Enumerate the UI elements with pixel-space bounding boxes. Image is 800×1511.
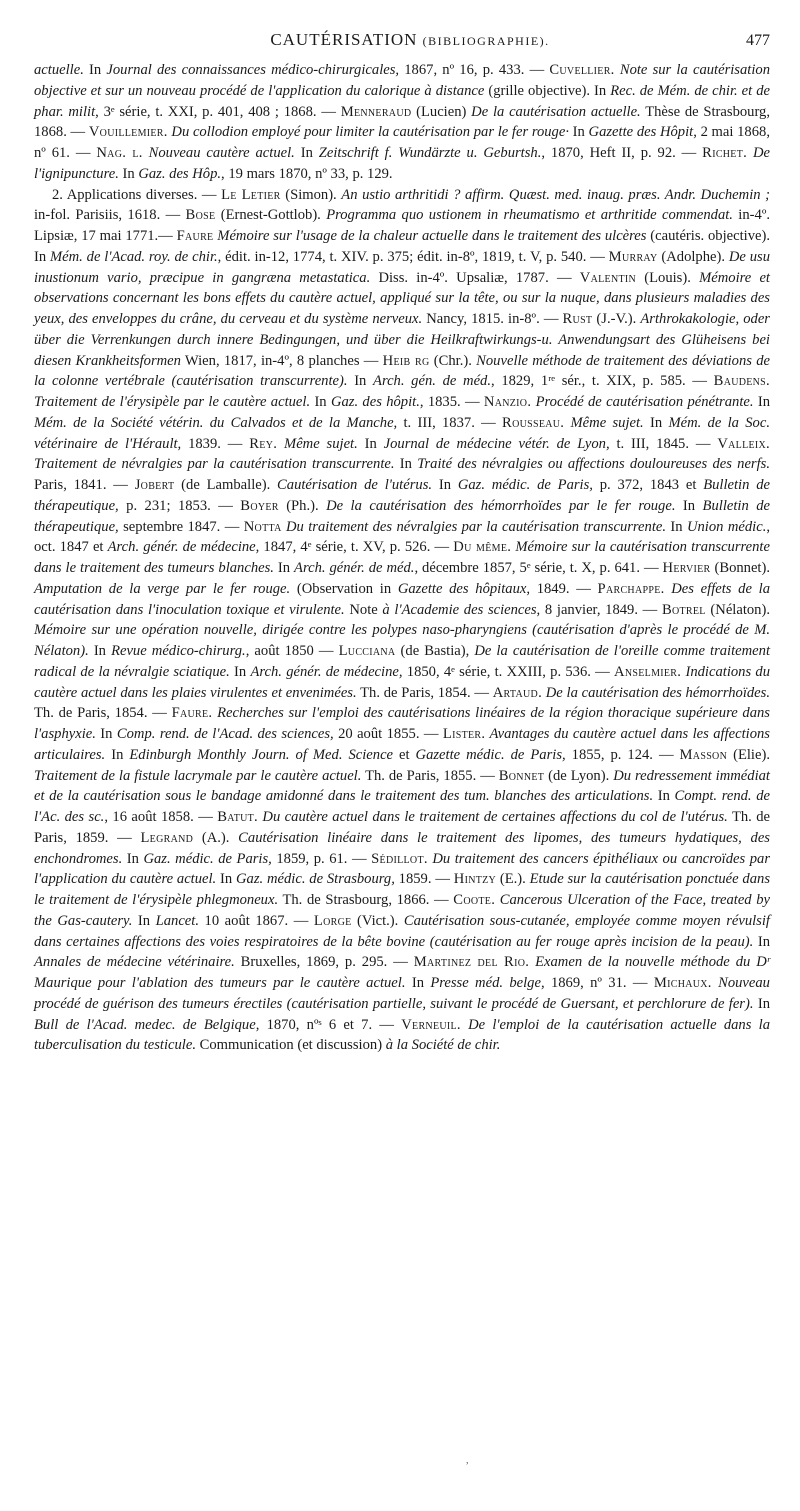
work-title: à la Société de chir. bbox=[385, 1037, 501, 1054]
citation-text: (Adolphe). bbox=[657, 248, 729, 265]
work-title: Avantages du cautère actuel dans les affections articulaires. bbox=[34, 726, 770, 763]
author-name: Cuvellier. bbox=[549, 62, 615, 78]
citation-text: In bbox=[666, 518, 687, 535]
work-title: Même sujet. bbox=[277, 435, 358, 452]
work-title: Comp. rend. de l'Acad. des sciences, bbox=[116, 726, 334, 742]
work-title: Rec. de Mém. de chir. et de phar. milit bbox=[34, 82, 770, 120]
citation-text: (Observation in bbox=[290, 580, 398, 597]
citation-text: (de Lamballe). bbox=[174, 477, 278, 493]
citation-text: Paris, 1841. — bbox=[34, 477, 135, 493]
citation-text: in-4º. Lipsiæ, 17 mai 1771.— bbox=[34, 207, 770, 244]
author-name: Anselmier. bbox=[614, 663, 682, 680]
work-title: Traité des névralgies ou affections douloureuses des nerfs. bbox=[417, 456, 770, 473]
work-title: Des effets de la cautérisation dans l'inoculation toxique et virulente. bbox=[34, 580, 770, 618]
citation-text: 1870, nºˢ 6 et 7. — bbox=[259, 1016, 402, 1033]
author-name: Faure. bbox=[171, 705, 213, 722]
citation-text: 1867, nº 16, p. 433. — bbox=[399, 62, 550, 78]
citation-text: 2. Applications diverses. — bbox=[52, 186, 222, 203]
author-name: Murray bbox=[608, 248, 658, 265]
citation-text: In bbox=[753, 933, 770, 950]
work-title: Mémoire sur la cautérisation transcurrente dans le traitement des tumeurs blanches. bbox=[34, 539, 770, 576]
work-title: Gazette des Hôpit bbox=[588, 124, 694, 141]
citation-text: Diss. in-4º. Upsaliæ, 1787. — bbox=[370, 269, 580, 286]
work-title: Nouvelle méthode de traitement des déviations de la colonne vertébrale (cautérisation transcurrente). bbox=[34, 352, 770, 390]
work-title: Procédé de cautérisation pénétrante. bbox=[531, 394, 754, 410]
work-title: De la cautérisation de l'oreille comme traitement radical de la névralgie sciatique. bbox=[34, 643, 771, 680]
citation-text: (Elie). bbox=[727, 746, 770, 763]
citation-text: In bbox=[294, 145, 319, 161]
page-number: 477 bbox=[746, 32, 770, 49]
author-name: Le Letier bbox=[221, 186, 281, 203]
work-title: Journal des connaissances médico-chirurgicales, bbox=[106, 62, 400, 78]
citation-text: p. 372, 1843 et bbox=[592, 477, 704, 493]
work-title: Cautérisation linéaire dans le traitement des lipomes, des tumeurs hydatiques, des enchondromes. bbox=[34, 829, 770, 867]
author-name: Legrand bbox=[140, 829, 194, 846]
work-title: Zeitschrift f. Wundärzte u. Geburtsh. bbox=[318, 145, 542, 161]
bibliography-body bbox=[34, 60, 770, 1056]
citation-text: (Vict.). bbox=[351, 912, 404, 929]
author-name: Heib rg bbox=[382, 352, 430, 369]
citation-text: In bbox=[394, 456, 418, 473]
work-title: Examen de la nouvelle méthode du Dʳ Maurique pour l'ablation des tumeurs par le cautère actuel. bbox=[34, 954, 770, 991]
citation-text: Nancy, 1815. in-8º. — bbox=[422, 311, 563, 327]
citation-text: Thèse de Strasbourg, 1868. — bbox=[34, 103, 770, 141]
work-title: Nouveau cautère actuel. bbox=[142, 145, 295, 161]
author-name: Artaud. bbox=[492, 684, 543, 701]
work-title: Gazette médic. de Paris, bbox=[415, 746, 566, 763]
citation-text: Th. de Paris, 1854. — bbox=[34, 705, 172, 722]
work-title: à l'Academie des sciences, bbox=[382, 601, 541, 618]
running-title bbox=[74, 30, 746, 50]
author-name: Rey. bbox=[249, 435, 278, 452]
citation-text: , édit. in-12, 1774, t. XIV. p. 375; édit. in-8º, 1819, t. V, p. 540. — bbox=[217, 248, 609, 265]
work-title: Arch. génér. de médecine, bbox=[107, 539, 260, 556]
work-title: Amputation de la verge par le fer rouge. bbox=[34, 580, 291, 597]
citation-text: In bbox=[643, 414, 669, 431]
citation-text: Th. de Paris, 1859. — bbox=[34, 809, 771, 846]
work-title: Mémoire sur l'usage de la chaleur actuelle dans le traitement des ulcères bbox=[213, 228, 647, 244]
author-name: Faure bbox=[176, 228, 214, 244]
citation-text: 1839. — bbox=[181, 435, 250, 452]
citation-text: (Bonnet). bbox=[710, 560, 770, 576]
work-title: Edinburgh Monthly Journ. of Med. Science bbox=[129, 746, 394, 763]
citation-text: In bbox=[753, 995, 770, 1012]
work-title: Arthrokakologie, oder über die Verrenkungen durch innere Bedingungen, und über die Heilkraftwirkungs-u. Anwendungsart des Glüheisens bei diesen Krankheitsformen bbox=[34, 311, 770, 369]
citation-text: Communication (et discussion) bbox=[196, 1037, 386, 1054]
citation-text: 1850, 4ᵉ série, t. XXIII, p. 536. — bbox=[402, 663, 615, 680]
work-title: Bull de l'Acad. medec. de Belgique, bbox=[34, 1016, 260, 1033]
author-name: Richet. bbox=[702, 145, 748, 161]
citation-text: In bbox=[675, 497, 703, 514]
work-title: Traitement de l'érysipèle par le cautère actuel. bbox=[34, 394, 311, 410]
work-title: Arch. gén. de méd. bbox=[373, 373, 491, 390]
author-name: Menneraud bbox=[340, 103, 412, 120]
bibliography-paragraph bbox=[34, 60, 770, 185]
work-title: Mémoire sur une opération nouvelle, dirigée contre les polypes naso-pharyngiens (cautérisation d'après le procédé de M. Nélaton). bbox=[34, 622, 770, 659]
author-name: Bonnet bbox=[498, 767, 545, 784]
work-title: Journal de médecine vétér. de Lyon, bbox=[383, 435, 610, 452]
citation-text: 1869, nº 31. — bbox=[544, 975, 654, 991]
work-title: Bulletin de thérapeutique, bbox=[34, 477, 770, 514]
work-title: Gaz. médic. de Paris, bbox=[143, 850, 272, 867]
citation-text: In bbox=[432, 477, 458, 493]
citation-text: , 1870, Heft II, p. 92. — bbox=[541, 145, 703, 161]
citation-text: In bbox=[132, 912, 156, 929]
citation-text: (A.). bbox=[193, 829, 239, 846]
author-name: Notta bbox=[243, 518, 282, 535]
work-title: Nouveau procédé de guérison des tumeurs érectiles (cautérisation partielle, suivant le procédé de Guersant, et perchlorure de fer). bbox=[34, 975, 770, 1012]
work-title: Indications du cautère actuel dans les plaies virulentes et envenimées. bbox=[34, 663, 770, 701]
work-title: De l'emploi de la cautérisation actuelle dans la tuberculisation du testicule. bbox=[34, 1016, 770, 1054]
work-title: Mém. de la Soc. vétérinaire de l'Hérault, bbox=[34, 414, 770, 452]
citation-text: , 1829, 1ʳᵉ sér., t. XIX, p. 585. — bbox=[491, 373, 714, 390]
work-title: Programma quo ustionem in rheumatismo et arthritide commendat. bbox=[326, 207, 733, 224]
work-title: Gaz. médic. de Paris, bbox=[457, 477, 593, 493]
work-title: Annales de médecine vétérinaire. bbox=[34, 954, 235, 971]
work-title: actuelle. bbox=[34, 62, 84, 78]
citation-text: In bbox=[229, 663, 251, 680]
author-name: Lucciana bbox=[338, 643, 396, 659]
citation-text: (Lucien) bbox=[411, 103, 472, 120]
work-title: Cautérisation de l'utérus. bbox=[277, 477, 433, 493]
work-title: Gaz. des hôpit. bbox=[330, 394, 420, 410]
work-title: Cautérisation sous-cutanée, employée comme moyen révulsif dans certaines affections des voies respiratoires de la bête bovine (cautérisation au fer rouge après incision de la peau). bbox=[34, 912, 770, 950]
author-name: Du même. bbox=[453, 539, 512, 556]
citation-text: In bbox=[105, 746, 130, 763]
citation-text: , 1835. — bbox=[419, 394, 484, 410]
work-title: Presse méd. belge, bbox=[430, 975, 545, 991]
work-title: De la cautérisation des hémorrhoïdes. bbox=[542, 684, 770, 701]
citation-text: , août 1850 — bbox=[245, 643, 339, 659]
citation-text: (Ernest-Gottlob). bbox=[215, 207, 327, 224]
work-title: Du traitement des névralgies par la cautérisation transcurrente. bbox=[281, 518, 667, 535]
work-title: Même sujet. bbox=[564, 414, 644, 431]
author-name: Hintzy bbox=[453, 871, 497, 888]
work-title: De l'ignipuncture. bbox=[34, 145, 770, 182]
work-title: Gaz. médic. de Strasbourg, bbox=[236, 871, 395, 888]
running-title-sub: (BIBLIOGRAPHIE). bbox=[422, 34, 550, 48]
citation-text: (J.-V.). bbox=[592, 311, 641, 327]
running-title-main: CAUTÉRISATION bbox=[270, 30, 418, 49]
work-title: Etude sur la cautérisation ponctuée dans le traitement de l'érysipèle phlegmoneux. bbox=[34, 871, 771, 908]
author-name: Botrel bbox=[661, 601, 706, 618]
print-mark: , bbox=[466, 1455, 469, 1466]
citation-text: (Nélaton). bbox=[705, 601, 770, 618]
citation-text: septembre 1847. — bbox=[118, 518, 244, 535]
citation-text: In bbox=[310, 394, 331, 410]
citation-text: (de Bastia), bbox=[395, 643, 475, 659]
work-title: De la cautérisation actuelle. bbox=[471, 103, 641, 120]
citation-text: (Simon). bbox=[280, 186, 342, 203]
work-title: Du redressement immédiat et de la cautérisation sous le bandage amidonné dans le traitement des tum. blanches des articulations. bbox=[34, 767, 770, 805]
citation-text: 1849. — bbox=[530, 580, 598, 597]
author-name: Masson bbox=[679, 746, 728, 763]
work-title: Du collodion employé pour limiter la cautérisation par le fer rouge· bbox=[167, 124, 569, 141]
work-title: Revue médico-chirurg. bbox=[111, 643, 246, 659]
citation-text: in-fol. Parisiis, 1618. — bbox=[34, 207, 186, 224]
citation-text: In bbox=[216, 871, 236, 888]
work-title: Arch. génér. de méd. bbox=[294, 560, 415, 576]
author-name: Martinez del Rio. bbox=[413, 954, 530, 971]
author-name: Nag. l. bbox=[96, 145, 143, 161]
running-header bbox=[34, 30, 770, 50]
citation-text: 8 janvier, 1849. — bbox=[540, 601, 662, 618]
work-title: Lancet. bbox=[155, 912, 199, 929]
citation-text: Note bbox=[344, 601, 383, 618]
author-name: Valentin bbox=[579, 269, 637, 286]
citation-text: In bbox=[753, 394, 770, 410]
work-title: Bulletin de thérapeutique, bbox=[34, 497, 770, 535]
citation-text: In bbox=[653, 788, 675, 805]
citation-text: , 19 mars 1870, nº 33, p. 129. bbox=[221, 165, 393, 182]
citation-text: t. III, 1837. — bbox=[397, 414, 503, 431]
citation-text: Wien, 1817, in-4º, 8 planches — bbox=[180, 352, 383, 369]
work-title: De la cautérisation des hémorrhoïdes par le fer rouge. bbox=[326, 497, 676, 514]
author-name: Boyer bbox=[240, 497, 279, 514]
citation-text: (Louis). bbox=[636, 269, 700, 286]
author-name: Nanzio. bbox=[483, 394, 532, 410]
work-title: Du traitement des cancers épithéliaux ou cancroïdes par l'application du cautère actuel. bbox=[34, 850, 771, 888]
citation-text: (E.). bbox=[496, 871, 530, 888]
citation-text: In bbox=[83, 62, 107, 78]
work-title: De usu inustionum vario, præcipue in gangræna metastatica. bbox=[34, 248, 770, 286]
work-title: Cancerous Ulceration of the Face, treated by the Gas-cautery. bbox=[34, 892, 771, 929]
citation-text: In bbox=[95, 726, 117, 742]
author-name: Hervier bbox=[662, 560, 711, 576]
author-name: Sédillot. bbox=[371, 850, 428, 867]
work-title: Union médic. bbox=[686, 518, 767, 535]
citation-text: , 16 août 1858. — bbox=[104, 809, 218, 825]
author-name: Lister. bbox=[442, 726, 486, 742]
citation-text: (Ph.). bbox=[278, 497, 327, 514]
author-name: Parchappe. bbox=[597, 580, 665, 597]
author-name: Valleix. bbox=[717, 435, 770, 452]
citation-text: (cautéris. objective). In bbox=[34, 228, 770, 265]
citation-text: Th. de Paris, 1854. — bbox=[356, 684, 493, 701]
author-name: Verneuil. bbox=[401, 1016, 461, 1033]
citation-text: In bbox=[347, 373, 374, 390]
citation-text: t. III, 1845. — bbox=[609, 435, 718, 452]
citation-text: In bbox=[405, 975, 431, 991]
citation-text: In bbox=[118, 165, 139, 182]
citation-text: (Chr.). bbox=[429, 352, 477, 369]
work-title: Arch. génér. de médecine, bbox=[250, 663, 403, 680]
citation-text: In bbox=[122, 850, 144, 867]
citation-text: , décembre 1857, 5ᵉ série, t. X, p. 641. — bbox=[414, 560, 663, 576]
citation-text: Th. de Paris, 1855. — bbox=[361, 767, 499, 784]
citation-text: p. 231; 1853. — bbox=[118, 497, 241, 514]
work-title: Recherches sur l'emploi des cautérisations linéaires de la région thoracique supérieure dans l'asphyxie. bbox=[34, 705, 770, 742]
citation-text: In bbox=[568, 124, 589, 141]
citation-text: 20 août 1855. — bbox=[333, 726, 443, 742]
author-name: Rousseau. bbox=[502, 414, 565, 431]
work-title: Traitement de névralgies par la cautérisation transcurrente. bbox=[34, 456, 395, 473]
citation-text: In bbox=[88, 643, 112, 659]
citation-text: et bbox=[393, 746, 416, 763]
citation-text: , 2 mai 1868, nº 61. — bbox=[34, 124, 770, 161]
work-title: Traitement de la fistule lacrymale par le cautère actuel. bbox=[34, 767, 362, 784]
work-title: Du cautère actuel dans le traitement de certaines affections du col de l'utérus. bbox=[257, 809, 728, 825]
work-title: Note sur la cautérisation objective et sur un nouveau procédé de l'application du calorique à distance bbox=[34, 62, 770, 99]
bibliography-paragraph bbox=[34, 185, 770, 1057]
work-title: Mém. de l'Acad. roy. de chir. bbox=[50, 248, 218, 265]
citation-text: (de Lyon). bbox=[544, 767, 614, 784]
work-title: Mémoire et observations concernant les bons effets du cautère actuel, appliqué sur la tête, ou sur la nuque, dans plusieurs maladies des yeux, des enveloppes du crâne, du cerveau et du système nerveux. bbox=[34, 269, 770, 327]
citation-text: 1855, p. 124. — bbox=[565, 746, 680, 763]
citation-text: 10 août 1867. — bbox=[198, 912, 314, 929]
citation-text: , 3ᵉ série, t. XXI, p. 401, 408 ; 1868. — bbox=[95, 103, 341, 120]
work-title: Gaz. des Hôp. bbox=[138, 165, 222, 182]
work-title: Gazette des hôpitaux, bbox=[397, 580, 530, 597]
work-title: An ustio arthritidi ? affirm. Quæst. med. inaug. præs. Andr. Duchemin ; bbox=[341, 186, 770, 203]
citation-text: Th. de Strasbourg, 1866. — bbox=[278, 892, 454, 908]
citation-text: (grille objective). In bbox=[484, 82, 611, 99]
author-name: Lorge bbox=[313, 912, 352, 929]
citation-text: 1859. — bbox=[394, 871, 454, 888]
citation-text: In bbox=[357, 435, 384, 452]
author-name: Michaux. bbox=[653, 975, 712, 991]
author-name: Rust bbox=[562, 311, 593, 327]
author-name: Baudens. bbox=[713, 373, 770, 390]
work-title: Compt. rend. de l'Ac. des sc. bbox=[34, 788, 770, 825]
author-name: Coote. bbox=[453, 892, 496, 908]
document-page bbox=[34, 30, 770, 1056]
citation-text: 1859, p. 61. — bbox=[271, 850, 372, 867]
author-name: Vouillemier. bbox=[88, 124, 168, 141]
author-name: Bose bbox=[185, 207, 216, 224]
citation-text: In bbox=[273, 560, 295, 576]
citation-text: , oct. 1847 et bbox=[34, 518, 770, 556]
author-name: Batut. bbox=[217, 809, 258, 825]
work-title: Mém. de la Société vétérin. du Calvados et de la Manche, bbox=[34, 414, 398, 431]
citation-text: Bruxelles, 1869, p. 295. — bbox=[234, 954, 414, 971]
citation-text: 1847, 4ᵉ série, t. XV, p. 526. — bbox=[259, 539, 454, 556]
author-name: Jobert bbox=[134, 477, 175, 493]
